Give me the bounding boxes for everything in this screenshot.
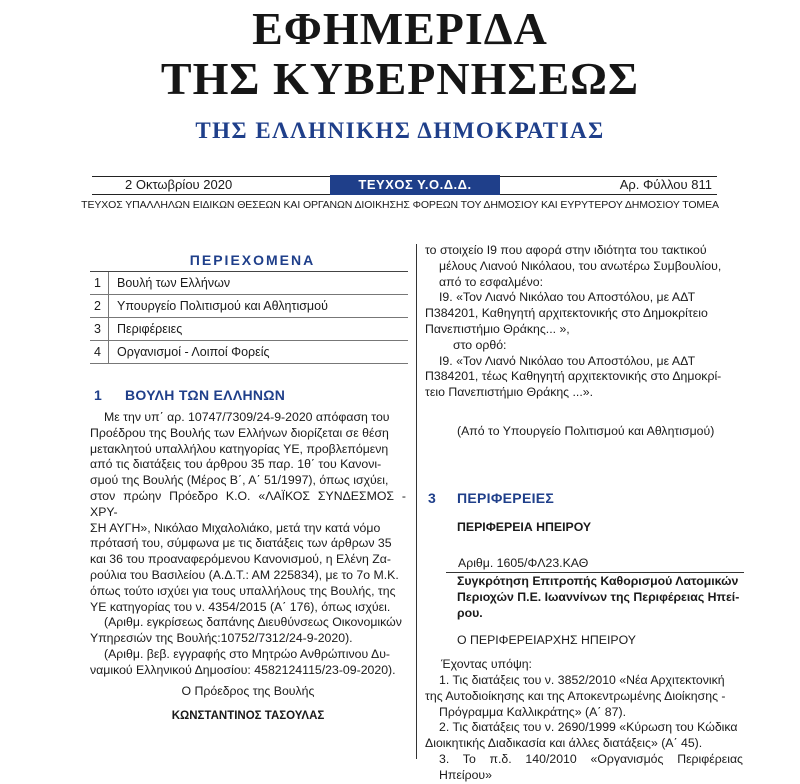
decision-title	[457, 574, 747, 621]
body-line: Με την υπ΄ αρ. 10747/7309/24-9-2020 απόφαση του	[104, 410, 390, 424]
region-name: ΠΕΡΙΦΕΡΕΙΑ ΗΠΕΙΡΟΥ	[457, 520, 592, 534]
toc-item-number: 2	[94, 299, 101, 313]
body-line: ρούλια του Βασιλείου (Α.Δ.Τ.: ΑΜ 225834), με το 7ο Μ.Κ.	[90, 567, 399, 582]
body-line: όπως τούτο ισχύει για τους υπαλλήλους της Βουλής, της	[90, 583, 396, 598]
correction-line: Ι9. «Τον Λιανό Νικόλαο του Αποστόλου, με ΑΔΤ	[439, 353, 696, 368]
correction-line: τειο Πανεπιστήμιο Θράκης ...».	[425, 385, 594, 400]
correction-text	[425, 243, 743, 401]
section-1-title: ΒΟΥΛΗ ΤΩΝ ΕΛΛΗΝΩΝ	[125, 387, 286, 403]
section-3-title: ΠΕΡΙΦΕΡΕΙΕΣ	[457, 490, 555, 506]
toc-item[interactable]	[90, 318, 408, 341]
decision-title-line: Συγκρότηση Επιτροπής Καθορισμού Λατομικών	[457, 574, 739, 588]
toc-item-label: Οργανισμοί - Λοιποί Φορείς	[117, 345, 270, 359]
body-line: ναμικού Ελληνικού Δημοσίου: 4582124115/23-09-2020).	[90, 662, 396, 677]
correction-line: στο ορθό:	[453, 337, 507, 352]
toc-item-label: Βουλή των Ελλήνων	[117, 276, 231, 290]
correction-line: Π384201, τέως Καθηγητή αρχιτεκτονικής στο Δημοκρί-	[425, 369, 722, 384]
toc-item[interactable]	[90, 272, 408, 295]
toc-item-label: Περιφέρειες	[117, 322, 183, 336]
body-line: πρότασή του, σύμφωνα με τις διατάξεις των άρθρων 35	[90, 536, 392, 551]
body-line: (Αριθμ. εγκρίσεως δαπάνης Διευθύνσεως Οικονομικών	[104, 615, 402, 630]
section-1-number: 1	[94, 387, 102, 403]
section-3-number: 3	[428, 490, 436, 506]
issue-date: 2 Οκτωβρίου 2020	[125, 177, 233, 192]
considering-line: 2. Τις διατάξεις του ν. 2690/1999 «Κύρωση του Κώδικα	[439, 720, 738, 735]
considering-line: Πρόγραμμα Καλλικράτης» (Α΄ 87).	[439, 704, 626, 719]
sheet-number: Αρ. Φύλλου 811	[619, 177, 712, 192]
column-divider	[416, 244, 417, 759]
toc-item-number: 3	[94, 322, 101, 336]
section-1-body	[90, 410, 406, 679]
body-line: σμού της Βουλής (Μέρος Β΄, Α΄ 51/1997), όπως ισχύει,	[90, 473, 389, 488]
considering-heading: Έχοντας υπόψη:	[441, 657, 532, 671]
correction-line: Πανεπιστήμιο Θράκης... »,	[425, 321, 570, 336]
decision-title-line: ρου.	[457, 605, 483, 620]
toc-title: ΠΕΡΙΕΧΟΜΕΝΑ	[189, 252, 316, 268]
series-description: ΤΕΥΧΟΣ ΥΠΑΛΛΗΛΩΝ ΕΙΔΙΚΩΝ ΘΕΣΕΩΝ ΚΑΙ ΟΡΓΑΝΩΝ ΔΙΟΙΚΗΣΗΣ ΦΟΡΕΩΝ ΤΟΥ ΔΗΜΟΣΙΟΥ ΚΑΙ ΕΥΡΥΤΕΡΟΥ ΔΗΜΟΣΙΟΥ ΤΟΜΕΑ	[81, 199, 719, 211]
toc-item[interactable]	[90, 341, 408, 364]
decision-rule	[446, 572, 744, 573]
masthead-title: ΕΦΗΜΕΡΙΔΑ	[252, 3, 548, 54]
decision-title-line: Περιοχών Π.Ε. Ιωαννίνων της Περιφέρειας Ηπεί-	[457, 589, 740, 604]
correction-line: το στοιχείο Ι9 που αφορά στην ιδιότητα του τακτικού	[425, 243, 707, 257]
issue-badge: ΤΕΥΧΟΣ Υ.Ο.Δ.Δ.	[330, 175, 500, 195]
body-line: στον πρώην Πρόεδρο Κ.Ο. «ΛΑΪΚΟΣ ΣΥΝΔΕΣΜΟΣ - ΧΡΥ-	[90, 488, 406, 519]
toc-separator	[108, 272, 109, 294]
toc-separator	[108, 318, 109, 340]
toc-separator	[108, 295, 109, 317]
masthead-republic: ΤΗΣ ΕΛΛΗΝΙΚΗΣ ΔΗΜΟΚΡΑΤΙΑΣ	[195, 118, 605, 143]
correction-line: Ι9. «Τον Λιανό Νικόλαο του Αποστόλου, με ΑΔΤ	[439, 290, 696, 305]
correction-line: Π384201, Καθηγητή αρχιτεκτονικής στο Δημοκρίτειο	[425, 306, 708, 321]
body-line: και 36 του προαναφερόμενου Κανονισμού, η Ελένη Ζα-	[90, 552, 391, 567]
considering-line: Διοικητικής Διαδικασία και άλλες διατάξεις» (Α΄ 45).	[425, 736, 703, 751]
signer-name: ΚΩΝΣΤΑΝΤΙΝΟΣ ΤΑΣΟΥΛΑΣ	[171, 710, 325, 722]
body-line: μετακλητού υπαλλήλου κατηγορίας ΥΕ, προβλεπόμενη	[90, 441, 389, 456]
toc-item-number: 4	[94, 345, 101, 359]
correction-line: μέλους Λιανού Νικόλαου, του ανωτέρω Συμβουλίου,	[439, 258, 722, 273]
signer-title: Ο Πρόεδρος της Βουλής	[181, 684, 315, 698]
body-line: Προέδρου της Βουλής των Ελλήνων διορίζεται σε θέση	[90, 425, 389, 440]
toc-item-number: 1	[94, 276, 101, 290]
decision-number: Αριθμ. 1605/ΦΛ23.ΚΑΘ	[458, 556, 589, 570]
authority: Ο ΠΕΡΙΦΕΡΕΙΑΡΧΗΣ ΗΠΕΙΡΟΥ	[457, 633, 636, 647]
considering-items	[425, 673, 743, 784]
body-line: από τις διατάξεις του άρθρου 35 παρ. 1θ΄ του Κανονι-	[90, 457, 382, 472]
body-line: ΣΗ ΑΥΓΗ», Νικόλαο Μιχαλολιάκο, μετά την κατά νόμο	[90, 520, 381, 535]
correction-line: από το εσφαλμένο:	[439, 274, 544, 289]
masthead-subtitle: ΤΗΣ ΚΥΒΕΡΝΗΣΕΩΣ	[160, 53, 640, 104]
toc-item[interactable]	[90, 295, 408, 318]
considering-line: 3. Το π.δ. 140/2010 «Οργανισμός Περιφέρειας Ηπείρου»	[439, 751, 743, 782]
toc-item-label: Υπουργείο Πολιτισμού και Αθλητισμού	[117, 299, 328, 313]
ministry-reference: (Από το Υπουργείο Πολιτισμού και Αθλητισμού)	[457, 424, 715, 438]
considering-line: 1. Τις διατάξεις του ν. 3852/2010 «Νέα Αρχιτεκτονική	[439, 673, 725, 687]
body-line: ΥΕ κατηγορίας του ν. 4354/2015 (Α΄ 176), όπως ισχύει.	[90, 599, 391, 614]
toc-separator	[108, 341, 109, 363]
body-line: Υπηρεσιών της Βουλής:10752/7312/24-9-2020).	[90, 631, 353, 646]
body-line: (Αριθμ. βεβ. εγγραφής στο Μητρώο Ανθρώπινου Δυ-	[104, 646, 391, 661]
considering-line: της Αυτοδιοίκησης και της Αποκεντρωμένης Διοίκησης -	[425, 688, 726, 703]
